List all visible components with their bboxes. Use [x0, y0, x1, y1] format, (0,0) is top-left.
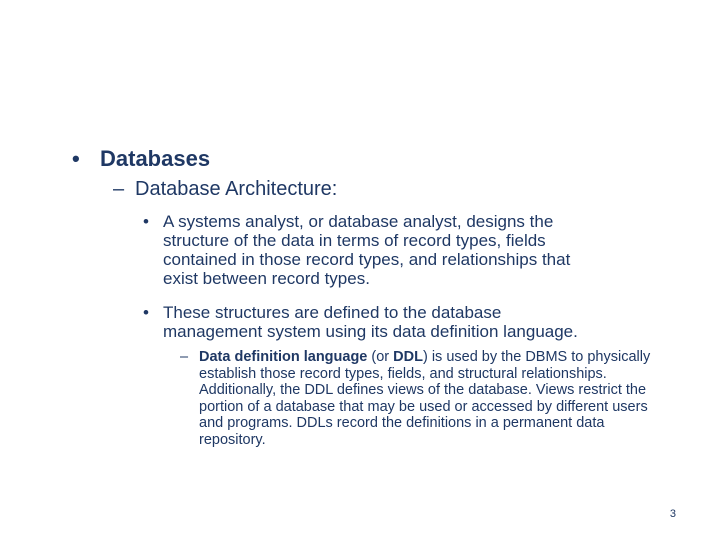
bullet-dash-icon: – — [180, 349, 189, 365]
heading-databases: Databases — [100, 146, 211, 171]
bullet-analyst-designs — [143, 212, 663, 288]
paragraph-text: (or — [367, 349, 394, 365]
bullet-line: management system using its data definition language. — [163, 322, 578, 341]
bullet-structures-defined — [143, 303, 663, 341]
bullet-dash-icon: – — [113, 178, 125, 200]
bullet-databases — [72, 146, 210, 172]
bullet-dot-icon: • — [143, 303, 149, 322]
bullet-dot-icon: • — [143, 212, 149, 231]
subheading-database-architecture: Database Architecture: — [135, 178, 338, 200]
bullet-line: structure of the data in terms of record types, fields — [163, 231, 546, 250]
bullet-ddl-definition — [180, 349, 670, 448]
ddl-paragraph — [199, 349, 670, 448]
bullet-dot-icon: • — [72, 146, 80, 171]
bullet-text — [163, 212, 663, 288]
bullet-line: exist between record types. — [163, 269, 370, 288]
bullet-line: These structures are defined to the database — [163, 303, 502, 322]
term-ddl: DDL — [393, 349, 423, 365]
term-data-definition-language: Data definition language — [199, 349, 368, 365]
paragraph-text: ) is used by the DBMS to physically establish those record types, fields, and structural relationships. Additionally, the DDL defines views of the database. Views restrict the portion of a database that may be used or accessed by different users and programs. DDLs record the definitions in a permanent data repository. — [199, 349, 651, 448]
bullet-text — [163, 303, 663, 341]
page-number: 3 — [669, 508, 676, 520]
bullet-database-architecture — [113, 178, 337, 201]
bullet-line: A systems analyst, or database analyst, designs the — [163, 212, 554, 231]
bullet-line: contained in those record types, and relationships that — [163, 250, 571, 269]
